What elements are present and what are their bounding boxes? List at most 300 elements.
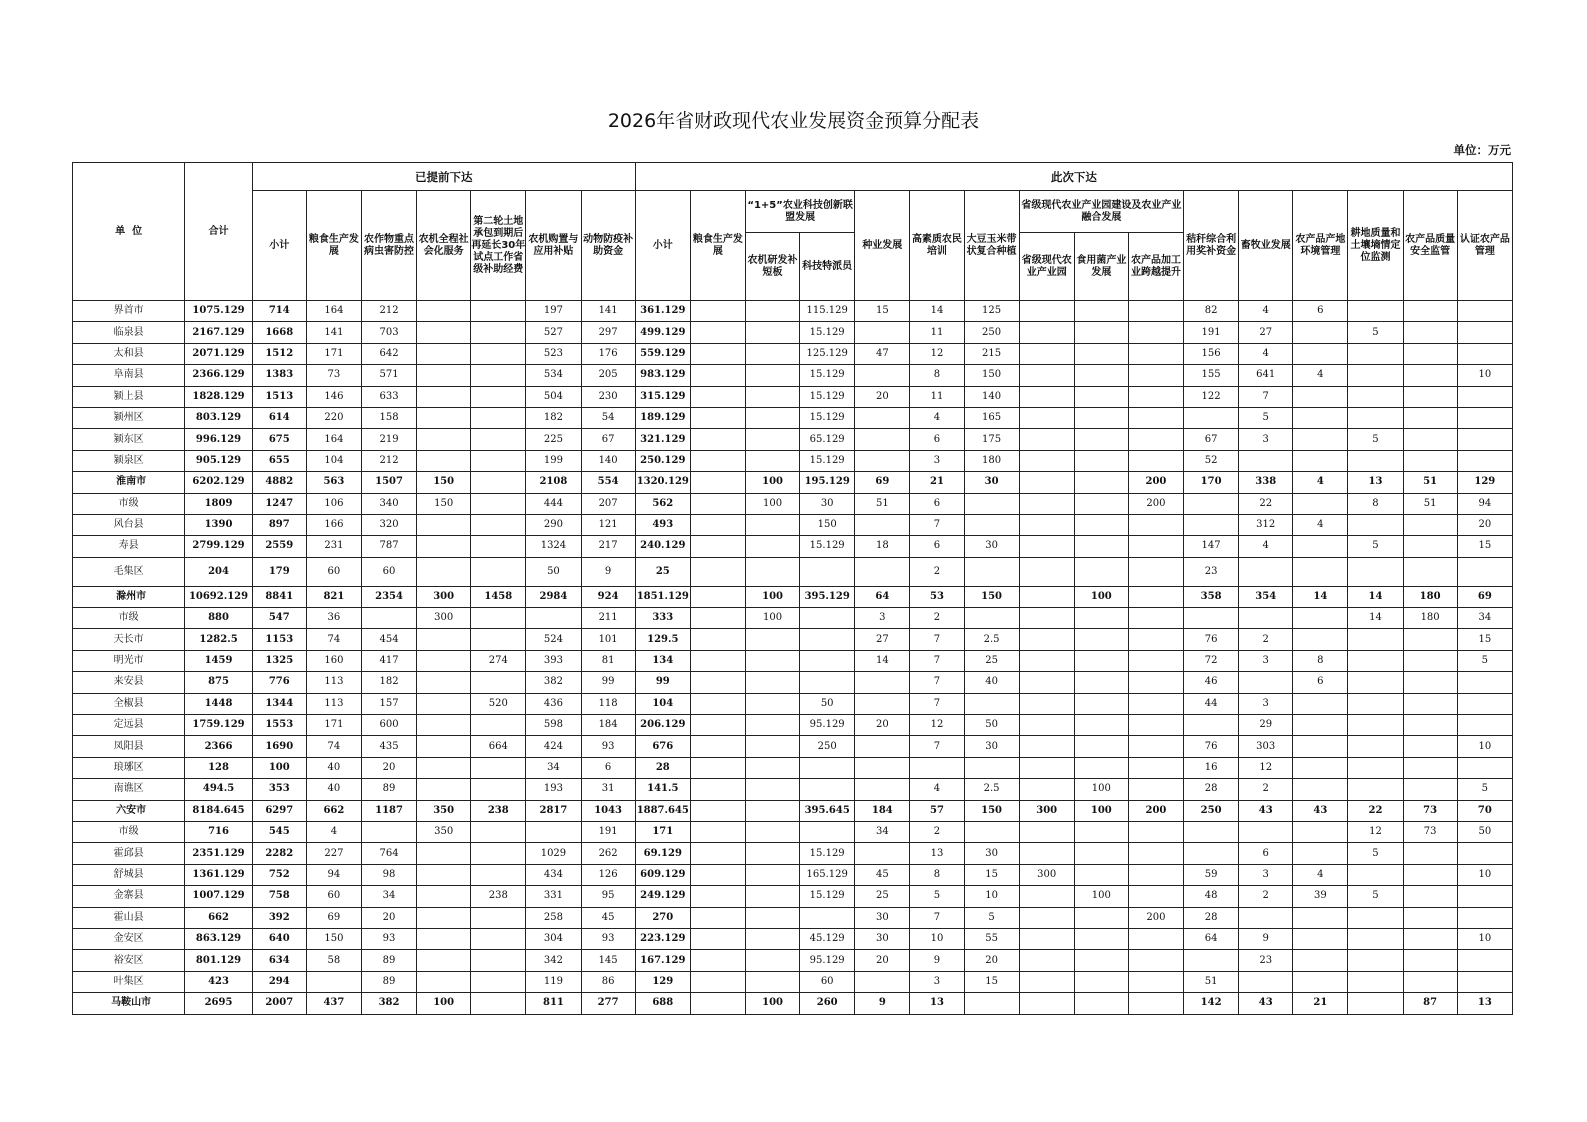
cell-value [746,907,800,928]
cell-value: 118 [581,693,635,714]
cell-value: 89 [361,779,416,800]
cell-value: 563 [306,472,361,493]
cell-value: 150 [417,472,471,493]
cell-subtotal: 315.129 [635,386,690,407]
cell-value: 30 [964,736,1019,757]
cell-value: 82 [1184,301,1239,322]
cell-value: 100 [746,608,800,629]
cell-value [471,322,526,343]
cell-value [746,715,800,736]
cell-value: 238 [471,886,526,907]
cell-value [1293,971,1348,992]
cell-value [690,886,745,907]
cell-subtotal: 167.129 [635,950,690,971]
cell-value: 11 [910,386,964,407]
cell-value [1457,672,1512,693]
cell-value [526,821,581,842]
cell-value: 211 [581,608,635,629]
table-row [73,928,1513,949]
cell-value [690,736,745,757]
cell-value [1074,672,1128,693]
cell-value [1128,429,1183,450]
header-cur-mushroom: 食用菌产业发展 [1074,233,1128,301]
cell-subtotal: 104 [635,693,690,714]
cell-unit-name: 市级 [73,493,185,514]
cell-unit-name: 寿县 [73,536,185,557]
cell-value [1348,864,1403,885]
cell-value: 7 [910,672,964,693]
cell-value [746,736,800,757]
cell-unit-name: 颍州区 [73,407,185,428]
cell-value: 436 [526,693,581,714]
cell-total: 1361.129 [185,864,252,885]
cell-value: 100 [417,993,471,1014]
cell-value: 217 [581,536,635,557]
cell-value: 45 [581,907,635,928]
cell-value [1019,472,1074,493]
cell-value: 633 [361,386,416,407]
cell-value: 51 [1403,493,1457,514]
cell-subtotal: 614 [252,407,306,428]
cell-value [1019,301,1074,322]
cell-value: 34 [526,757,581,778]
cell-value [1019,536,1074,557]
cell-value: 125 [964,301,1019,322]
cell-value [1074,386,1128,407]
cell-value [800,672,855,693]
cell-value: 5 [964,907,1019,928]
cell-subtotal: 28 [635,757,690,778]
table-body [73,301,1513,1015]
cell-value: 176 [581,343,635,364]
cell-value [1019,971,1074,992]
cell-value [1293,493,1348,514]
cell-value: 3 [1239,429,1293,450]
cell-value [1293,843,1348,864]
cell-value: 30 [964,472,1019,493]
city-row [73,993,1513,1014]
cell-value [1293,536,1348,557]
cell-value [1348,629,1403,650]
cell-total: 996.129 [185,429,252,450]
cell-value [800,757,855,778]
cell-value: 304 [526,928,581,949]
cell-value [1019,343,1074,364]
cell-subtotal: 100 [252,757,306,778]
cell-value: 3 [1239,650,1293,671]
cell-value: 4 [910,779,964,800]
cell-unit-name: 霍邱县 [73,843,185,864]
cell-value [1074,322,1128,343]
cell-subtotal: 547 [252,608,306,629]
cell-value [1019,672,1074,693]
cell-value: 2108 [526,472,581,493]
cell-value: 1458 [471,586,526,607]
cell-value [690,864,745,885]
cell-value: 227 [306,843,361,864]
cell-unit-name: 市级 [73,821,185,842]
cell-value [690,779,745,800]
cell-value [690,472,745,493]
cell-value [1293,757,1348,778]
cell-value [1457,322,1512,343]
cell-value: 642 [361,343,416,364]
cell-total: 10692.129 [185,586,252,607]
cell-subtotal: 655 [252,450,306,471]
cell-value [1457,757,1512,778]
cell-subtotal: 897 [252,514,306,535]
table-row [73,629,1513,650]
cell-total: 875 [185,672,252,693]
cell-value: 95.129 [800,950,855,971]
cell-unit-name: 明光市 [73,650,185,671]
cell-subtotal: 758 [252,886,306,907]
cell-value [1293,821,1348,842]
cell-value [690,365,745,386]
header-cur-seed: 种业发展 [855,191,910,301]
cell-unit-name: 风台县 [73,514,185,535]
cell-value: 4 [1239,343,1293,364]
header-cur-park: 省级现代农业产业园 [1019,233,1074,301]
cell-value: 197 [526,301,581,322]
cell-value: 262 [581,843,635,864]
cell-value: 64 [855,586,910,607]
cell-unit-name: 霍山县 [73,907,185,928]
cell-value: 15 [855,301,910,322]
cell-value [1457,971,1512,992]
cell-value [417,407,471,428]
table-row [73,757,1513,778]
header-prior-subtotal: 小计 [252,191,306,301]
cell-value [417,843,471,864]
cell-value: 395.645 [800,800,855,821]
cell-value: 60 [361,557,416,586]
cell-value: 395.129 [800,586,855,607]
cell-value: 4 [1293,514,1348,535]
cell-value: 99 [581,672,635,693]
cell-value [1128,514,1183,535]
cell-value [855,514,910,535]
cell-value [1403,365,1457,386]
cell-value [1019,450,1074,471]
cell-value [1348,693,1403,714]
cell-value: 30 [855,907,910,928]
cell-value [690,843,745,864]
cell-value: 300 [1019,800,1074,821]
cell-value: 36 [306,608,361,629]
cell-unit-name: 南谯区 [73,779,185,800]
cell-value [1019,843,1074,864]
header-cur-training: 高素质农民培训 [910,191,964,301]
cell-value: 303 [1239,736,1293,757]
cell-value: 6 [1239,843,1293,864]
cell-value: 50 [1457,821,1512,842]
cell-unit-name: 叶集区 [73,971,185,992]
cell-unit-name: 裕安区 [73,950,185,971]
cell-value: 95.129 [800,715,855,736]
cell-value: 3 [855,608,910,629]
cell-value [800,821,855,842]
cell-subtotal: 1383 [252,365,306,386]
cell-value [855,779,910,800]
cell-value [964,757,1019,778]
cell-value [417,907,471,928]
cell-value [746,514,800,535]
cell-total: 423 [185,971,252,992]
cell-total: 801.129 [185,950,252,971]
cell-value: 40 [306,779,361,800]
cell-value: 231 [306,536,361,557]
cell-value [1074,365,1128,386]
cell-value: 100 [746,993,800,1014]
table-row [73,301,1513,322]
cell-subtotal: 392 [252,907,306,928]
cell-value [1348,757,1403,778]
cell-value [1348,386,1403,407]
cell-value: 6 [1293,672,1348,693]
cell-value [471,472,526,493]
cell-total: 2351.129 [185,843,252,864]
cell-value: 277 [581,993,635,1014]
cell-value: 2817 [526,800,581,821]
cell-value [1239,821,1293,842]
cell-value [1074,971,1128,992]
cell-value: 50 [526,557,581,586]
cell-value [471,779,526,800]
cell-value [800,557,855,586]
cell-value [471,514,526,535]
cell-total: 1759.129 [185,715,252,736]
cell-value [471,907,526,928]
cell-value: 45 [855,864,910,885]
cell-value [1403,950,1457,971]
cell-value: 160 [306,650,361,671]
cell-value: 115.129 [800,301,855,322]
cell-value [964,993,1019,1014]
cell-subtotal: 562 [635,493,690,514]
cell-value: 13 [1348,472,1403,493]
table-row [73,514,1513,535]
cell-value [855,843,910,864]
header-prior-land-contract: 第二轮土地承包到期后再延长30年试点工作省级补助经费 [471,191,526,301]
cell-subtotal: 333 [635,608,690,629]
cell-value [1457,693,1512,714]
cell-value [1457,950,1512,971]
cell-value: 2 [1239,779,1293,800]
cell-total: 716 [185,821,252,842]
cell-value: 40 [306,757,361,778]
cell-unit-name: 颍泉区 [73,450,185,471]
cell-value [1403,557,1457,586]
cell-value [1348,650,1403,671]
cell-subtotal: 1344 [252,693,306,714]
cell-total: 1390 [185,514,252,535]
cell-value: 69 [306,907,361,928]
header-cur-livestock: 畜牧业发展 [1239,191,1293,301]
cell-value [1293,736,1348,757]
cell-value: 2 [910,557,964,586]
cell-value: 150 [964,365,1019,386]
city-row [73,800,1513,821]
cell-value [1074,429,1128,450]
cell-value [690,493,745,514]
cell-value: 100 [746,472,800,493]
cell-value: 342 [526,950,581,971]
cell-value: 200 [1128,472,1183,493]
cell-value: 28 [1184,907,1239,928]
cell-value: 67 [1184,429,1239,450]
cell-value [1128,343,1183,364]
cell-value: 5 [1348,322,1403,343]
cell-subtotal: 559.129 [635,343,690,364]
cell-value [1348,514,1403,535]
cell-value [1457,557,1512,586]
cell-value [690,971,745,992]
cell-value: 454 [361,629,416,650]
cell-value: 2 [1239,886,1293,907]
cell-value: 924 [581,586,635,607]
cell-value: 260 [800,993,855,1014]
cell-value: 13 [1457,993,1512,1014]
cell-value: 12 [910,343,964,364]
cell-value: 3 [910,971,964,992]
cell-unit-name: 颍东区 [73,429,185,450]
cell-value: 100 [1074,586,1128,607]
cell-unit-name: 凤阳县 [73,736,185,757]
cell-value [1019,650,1074,671]
table-row [73,864,1513,885]
cell-value: 76 [1184,629,1239,650]
cell-unit-name: 太和县 [73,343,185,364]
cell-value [855,672,910,693]
cell-value [1019,514,1074,535]
cell-subtotal: 1690 [252,736,306,757]
cell-value [1128,365,1183,386]
cell-value: 73 [1403,800,1457,821]
cell-value [471,557,526,586]
cell-value: 258 [526,907,581,928]
cell-value: 7 [910,693,964,714]
cell-value [690,322,745,343]
cell-total: 662 [185,907,252,928]
cell-value [1293,693,1348,714]
cell-value: 164 [306,429,361,450]
cell-value [1403,736,1457,757]
cell-value [1403,386,1457,407]
cell-value [1074,928,1128,949]
cell-value: 20 [855,386,910,407]
cell-subtotal: 129.5 [635,629,690,650]
cell-value [471,715,526,736]
cell-value [800,629,855,650]
cell-total: 803.129 [185,407,252,428]
cell-value: 157 [361,693,416,714]
cell-value [417,429,471,450]
cell-subtotal: 6297 [252,800,306,821]
cell-value [746,757,800,778]
cell-value: 73 [306,365,361,386]
cell-value: 8 [910,864,964,885]
cell-value: 15.129 [800,536,855,557]
cell-total: 204 [185,557,252,586]
cell-unit-name: 市级 [73,608,185,629]
cell-value: 64 [1184,928,1239,949]
cell-value [1019,629,1074,650]
cell-value [746,843,800,864]
cell-value [1293,779,1348,800]
cell-value [1074,843,1128,864]
cell-value: 72 [1184,650,1239,671]
cell-value: 10 [1457,864,1512,885]
cell-value: 170 [1184,472,1239,493]
cell-value [1184,493,1239,514]
cell-value [1019,429,1074,450]
cell-value [1403,715,1457,736]
cell-value [1293,950,1348,971]
cell-value: 4 [1293,365,1348,386]
header-prior-machinery-subsidy: 农机购置与应用补贴 [526,191,581,301]
cell-unit-name: 天长市 [73,629,185,650]
cell-value: 13 [910,843,964,864]
cell-value: 164 [306,301,361,322]
cell-value [1019,779,1074,800]
cell-subtotal: 675 [252,429,306,450]
cell-total: 1828.129 [185,386,252,407]
cell-subtotal: 499.129 [635,322,690,343]
cell-value [1184,950,1239,971]
cell-value: 15.129 [800,386,855,407]
header-prior-group: 已提前下达 [252,163,635,191]
cell-value [417,672,471,693]
cell-value [800,907,855,928]
cell-value: 382 [526,672,581,693]
cell-value [1403,693,1457,714]
table-row [73,365,1513,386]
cell-value [1074,407,1128,428]
cell-unit-name: 界首市 [73,301,185,322]
cell-value [1019,928,1074,949]
cell-value [1074,493,1128,514]
cell-subtotal: 294 [252,971,306,992]
cell-value: 15.129 [800,407,855,428]
cell-value: 27 [1239,322,1293,343]
cell-value [1457,715,1512,736]
cell-value: 14 [1348,608,1403,629]
cell-value [1128,993,1183,1014]
cell-value [964,608,1019,629]
cell-unit-name: 金寨县 [73,886,185,907]
cell-value [690,715,745,736]
cell-subtotal: 1153 [252,629,306,650]
cell-value: 15 [964,971,1019,992]
cell-subtotal: 1325 [252,650,306,671]
cell-value: 60 [800,971,855,992]
cell-value: 15.129 [800,450,855,471]
cell-value [1019,821,1074,842]
table-row [73,672,1513,693]
cell-value [1019,886,1074,907]
cell-value: 9 [581,557,635,586]
cell-value [855,971,910,992]
cell-value: 300 [417,608,471,629]
cell-value [690,386,745,407]
cell-value [1293,608,1348,629]
cell-unit-name: 舒城县 [73,864,185,885]
cell-value: 4 [910,407,964,428]
cell-subtotal: 752 [252,864,306,885]
cell-value: 10 [964,886,1019,907]
cell-value [855,322,910,343]
